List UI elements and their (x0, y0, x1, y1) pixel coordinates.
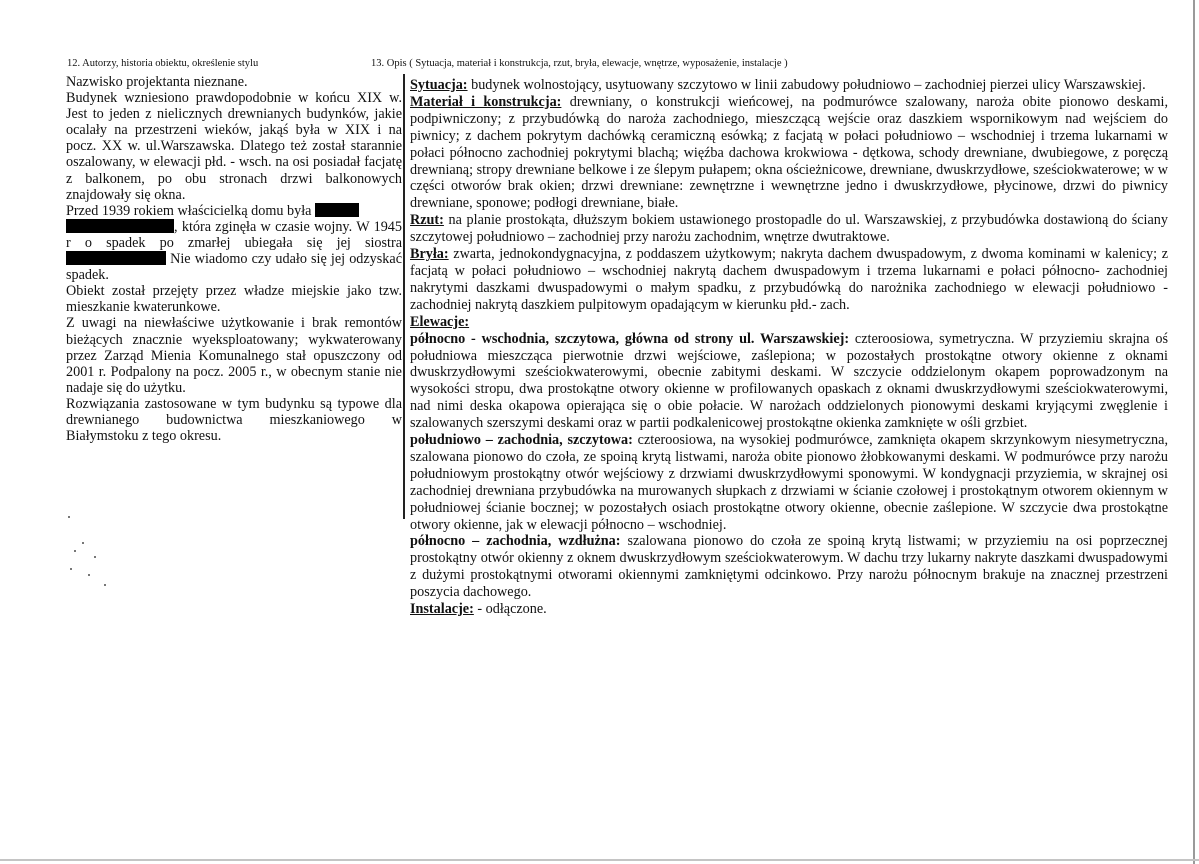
plan-text: na planie prostokąta, dłuższym bokiem ustawionego prostopadle do ul. Warszawskiej, z przybudówka dostawioną do ściany szczytowej południowo – zachodniej przy narożu zachodnim, wnętrze dwutraktowe. (410, 212, 1168, 246)
column-divider (403, 74, 405, 519)
history-paragraph: Budynek wzniesiono prawdopodobnie w końcu XIX w. Jest to jeden z nielicznych drewnianych budynków, jakie ocalały na przestrzeni wieków, jakąś była w XIX i na pocz. XX w. ul.Warszawska. Dlatego też został starannie oszalowany, w elewacji płd. - wsch. na osi posiadał facjatę z balkonem, po obu stronach drzwi balkonowych znajdowały się okna. (66, 90, 402, 203)
history-column (66, 74, 402, 444)
owner-text-b: , która zginęła w czasie wojny. W 1945 r o spadek po zmarłej ubiegała się jej siostra (66, 218, 402, 251)
massing-heading: Bryła: (410, 246, 449, 263)
installations-text: - odłączone. (473, 601, 547, 618)
elevation-sw-text: czteroosiowa, na wysokiej podmurówce, zamknięta okapem skrzynkowym niesymetryczna, szalowana pionowo do czoła, ze spoiną krytą listwami, naroża obite pionowo żłobkowanymi deskami. W podmurówce przy narożu południowym prostokątny otwór wejściowy z drzwiami dwuskrzydłowymi sponowymi. W kondygnacji przyziemia, w skrajnej osi zachodniej drewniana przybudówka na murowanych słupkach z drzwiami w ścianie czołowej i prostokątnym otworem okiennym w południowej ścianie bocznej; w pozostałych osiach prostokątne otwory okienne, obecnie zaślepione. W szczycie dwa prostokątne otwory okienne, jak w elewacji północno – wschodniej. (410, 432, 1168, 533)
takeover-paragraph: Obiekt został przejęty przez władze miejskie jako tzw. mieszkanie kwaterunkowe. (66, 283, 402, 316)
elevations-heading-line (410, 314, 1168, 331)
situation-text: budynek wolnostojący, usytuowany szczytowo w linii zabudowy południowo – zachodniej pierzei ulicy Warszawskiej. (467, 77, 1146, 93)
elevation-sw-heading: południowo – zachodnia, szczytowa: (410, 432, 633, 449)
massing-paragraph (410, 246, 1168, 314)
owner-text-a: Przed 1939 rokiem właścicielką domu była (66, 202, 312, 219)
plan-heading: Rzut: (410, 212, 444, 229)
section-12-header: 12. Autorzy, historia obiektu, określenie stylu (67, 58, 259, 69)
redaction-block (66, 219, 174, 233)
elevation-nw-paragraph (410, 533, 1168, 601)
installations-heading: Instalacje: (410, 601, 474, 618)
plan-paragraph (410, 212, 1168, 246)
description-column (410, 77, 1168, 618)
redaction-block (66, 251, 166, 265)
owner-paragraph (66, 203, 402, 283)
scan-edge-right (1193, 0, 1195, 864)
elevation-ne-paragraph (410, 331, 1168, 432)
massing-text: zwarta, jednokondygnacyjna, z poddaszem użytkowym; nakryta dachem dwuspadowym, z dwoma kominami w kalenicy; z facjatą w połaci południowo – wschodniej nakrytą dachem dwuspadowym i trzema lukarnami e połaci północno- zachodniej nakrytymi daszkami dwuspadowymi o małym spadku, z przybudówką do narożnika zachodniego w elewacji południowo - zachodniej nakrytą daszkiem pulpitowym opadającym w kierunku płd.- zach. (410, 246, 1168, 313)
elevation-nw-text: szalowana pionowo do czoła ze spoiną krytą listwami; w przyziemiu na osi poprzecznej prostokątny otwór okienny z oknem dwuskrzydłowym sześciokwaterowym. W dachu trzy lukarny nakryte daszkami dwuspadowymi z dużymi prostokątnymi otworami okiennymi zamkniętymi odcinkowo. Przy narożu północnym brakuje na znacznej przestrzeni poszycia dachowego. (410, 533, 1168, 601)
elevation-nw-heading: północno – zachodnia, wzdłużna: (410, 533, 621, 550)
designer-note: Nazwisko projektanta nieznane. (66, 74, 248, 90)
condition-paragraph: Z uwagi na niewłaściwe użytkowanie i brak remontów bieżących znacznie wyeksploatowany; wykwaterowany przez Zarząd Mienia Komunalnego stał opuszczony od 2001 r. Podpalony na pocz. 2005 r., w obecnym stanie nie nadaje się do użytku. (66, 315, 402, 396)
installations-paragraph (410, 601, 1168, 618)
material-text: drewniany, o konstrukcji wieńcowej, na podmurówce szalowany, naroża obite pionowo deskami, podpiwniczony; z przybudówką do naroża zachodniego, mieszczącą wejście oraz daszkiem wspornikowym nad wejściem do piwnicy; z dachem pokrytym dachówką ceramiczną esówką; z facjatą w połaci południowo – wschodniej i trzema lukarnami w połaci północno zachodniej pokrytymi blachą; więźba dachowa krokwiowa - dętkowa, schody drewniane, dwubiegowe, z poręczą drewnianą; stropy drewniane belkowe i ze ślepym pułapem; okna ościeżnicowe, drewniane, dwuskrzydłowe, sześciokwaterowe; w w części otworów brak okien; drzwi drewniane: zewnętrzne i wewnętrzne jedno i dwuskrzydłowe, płycinowe, drzwi do piwnicy drewniane, sponowe; podłogi drewniane, białe. (410, 93, 1168, 212)
material-paragraph (410, 94, 1168, 212)
situation-heading: Sytuacja: (410, 77, 468, 93)
elevations-heading: Elewacje: (410, 313, 470, 330)
scan-specks (60, 512, 140, 602)
scan-edge-bottom (0, 859, 1199, 861)
owner-text-c: Nie wiadomo czy udało się jej odzyskać spadek. (66, 251, 402, 284)
elevation-sw-paragraph (410, 432, 1168, 533)
section-13-header: 13. Opis ( Sytuacja, materiał i konstrukcja, rzut, bryła, elewacje, wnętrze, wyposażenie, instalacje ) (371, 58, 788, 69)
elevation-ne-heading: północno - wschodnia, szczytowa, główna od strony ul. Warszawskiej: (410, 330, 850, 347)
situation-paragraph (410, 77, 1168, 94)
redaction-block (315, 203, 359, 217)
style-paragraph: Rozwiązania zastosowane w tym budynku są typowe dla drewnianego budownictwa mieszkaniowego w Białymstoku z tego okresu. (66, 395, 402, 445)
material-heading: Materiał i konstrukcja: (410, 93, 562, 110)
elevation-ne-text: czteroosiowa, symetryczna. W przyziemiu skrajna oś południowa mieszcząca pierwotnie drzwi wejściowe, zaślepiona; w pozostałych prostokątne otwory okienne z oknami dwuskrzydłowymi sześciokwaterowymi, obecnie zabitymi deskami. W szczycie oddzielonym okapem poprowadzonym na wysokości stropu, dwa prostokątne otwory okienne w profilowanych opaskach z oknami dwuskrzydłowymi sześciokwaterowymi, nad nimi deska okapowa opierająca się o obie połacie. W narożach oddzielonych pionowymi deskami kryjącymi zwęglenie i szalowanych szerszymi deskami oraz w partii podkalenicowej prostokątne okienka zamknięte w ośli grzbiet. (410, 330, 1168, 432)
